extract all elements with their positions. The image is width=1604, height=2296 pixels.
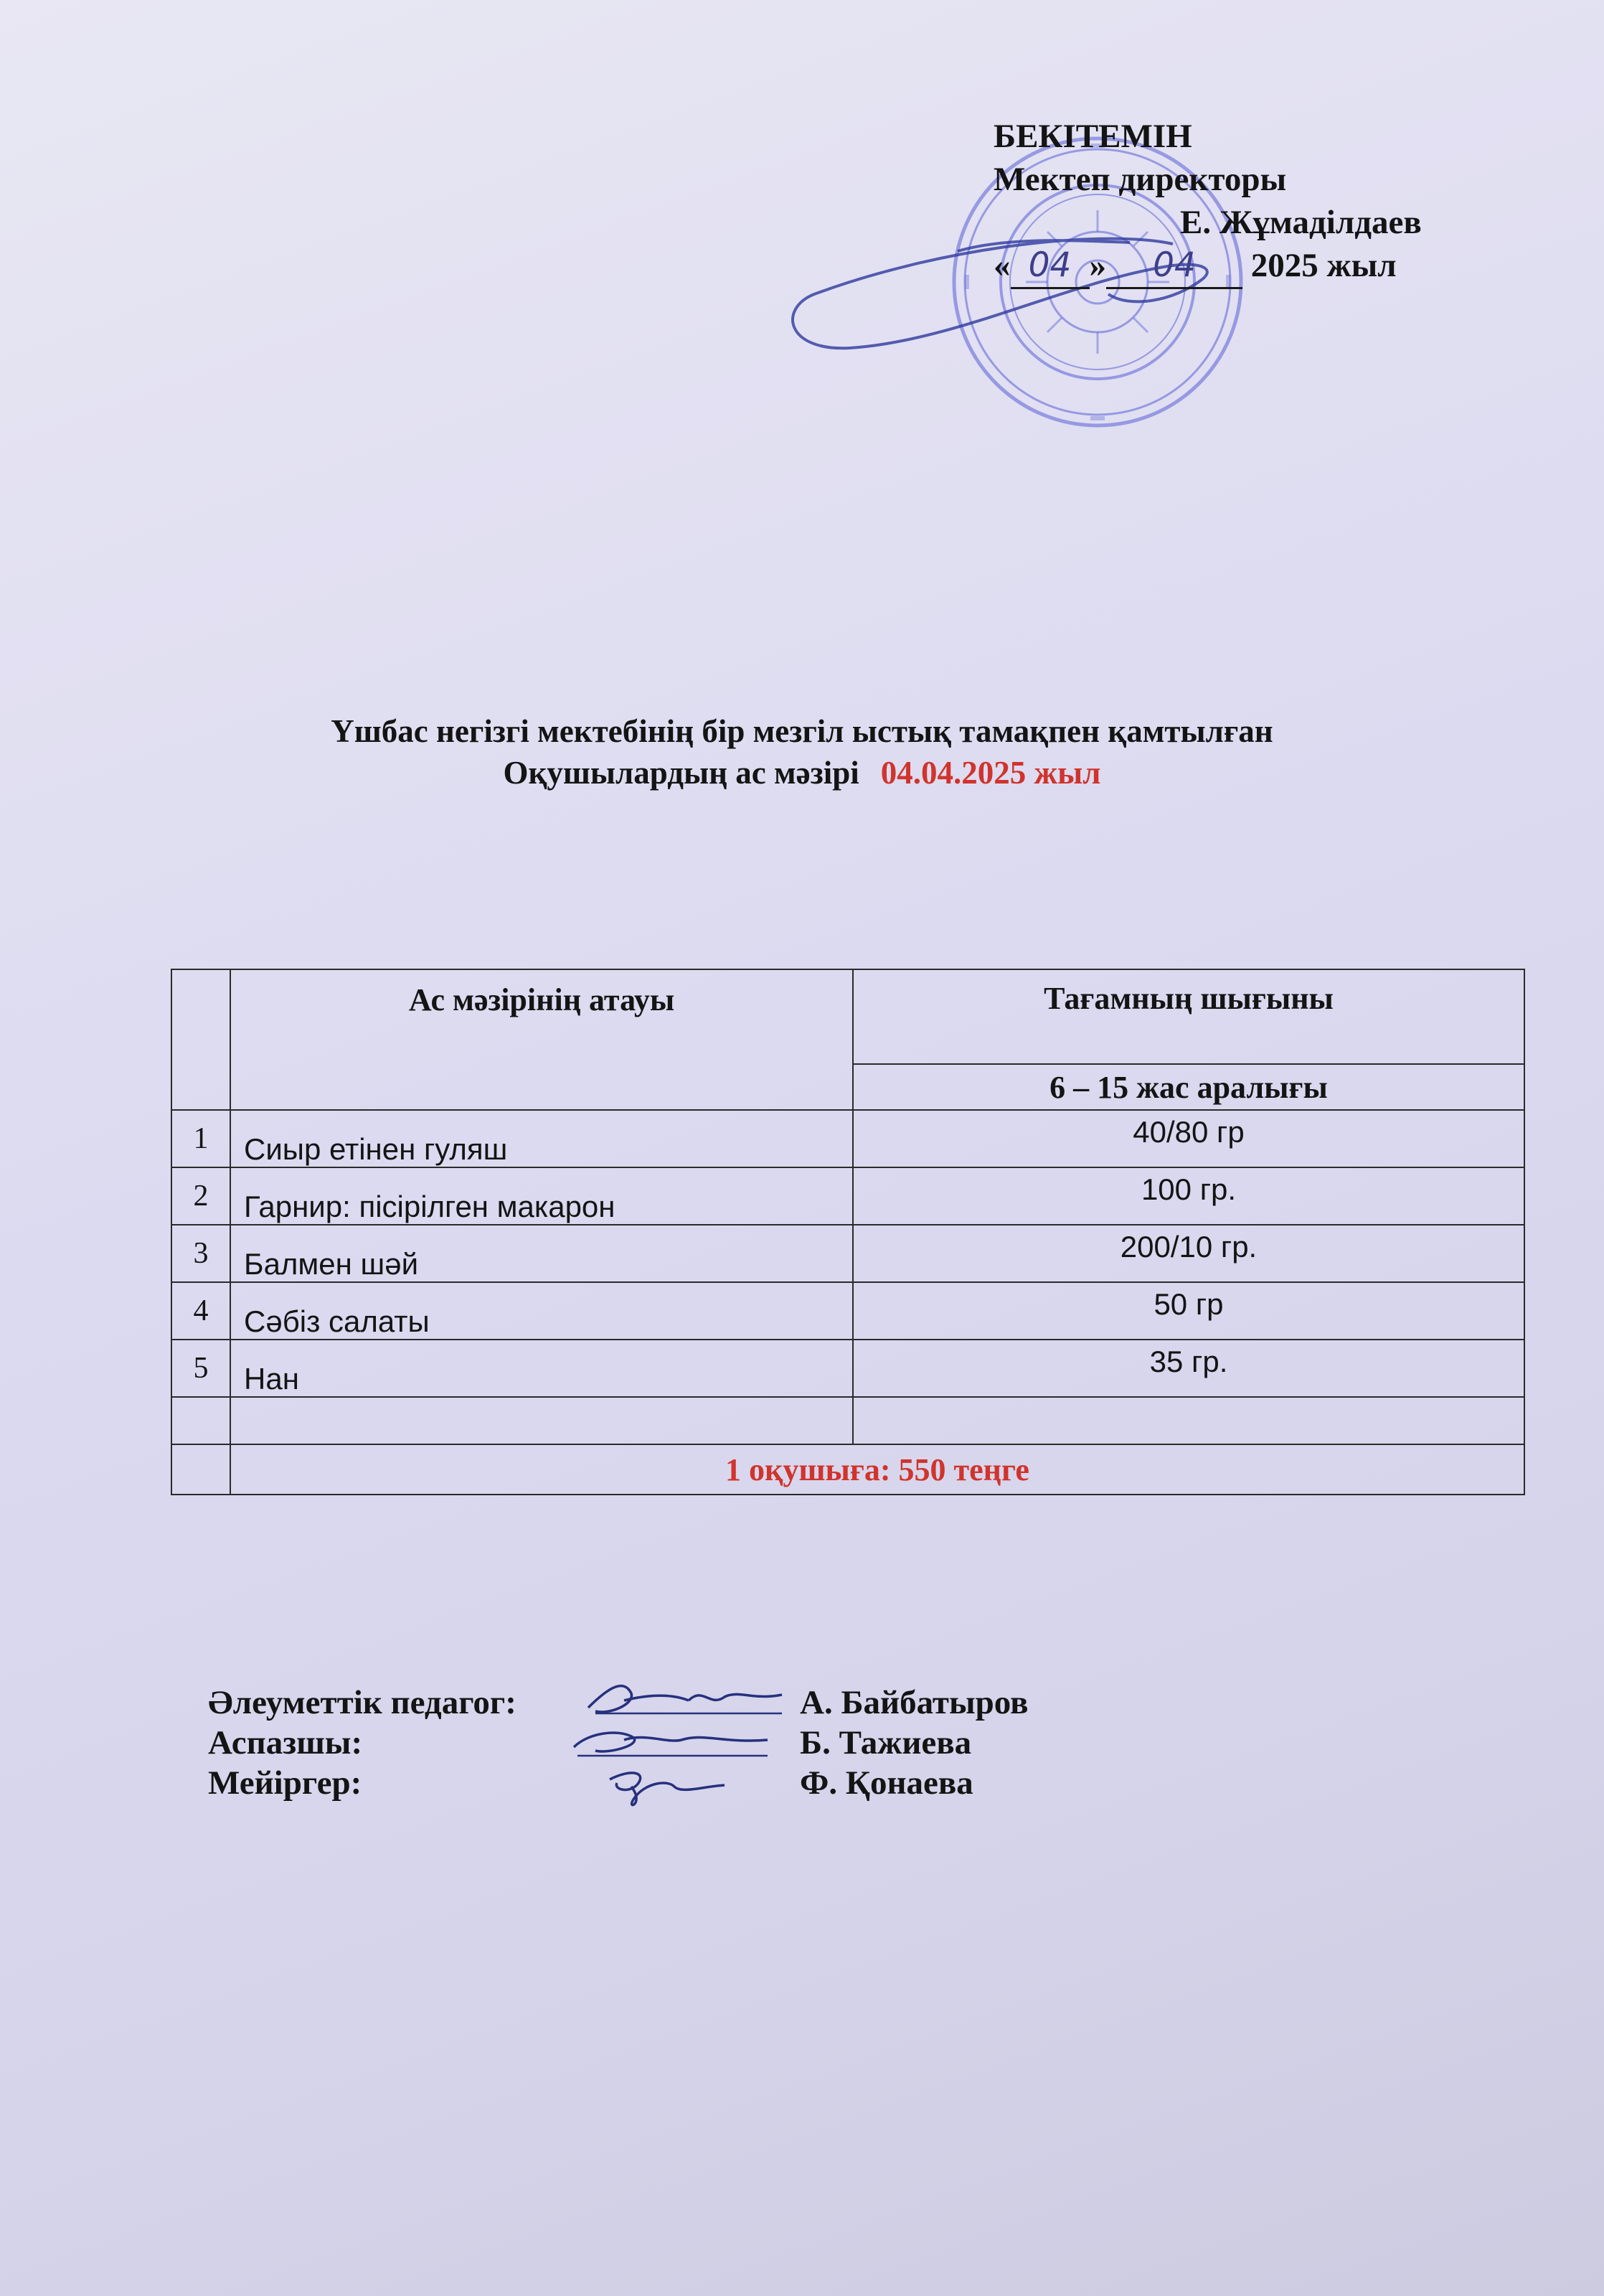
approval-position: Мектеп директоры xyxy=(994,161,1287,198)
row-number: 2 xyxy=(171,1167,230,1225)
social-pedagogue-signature xyxy=(581,1679,789,1722)
table-empty-row xyxy=(171,1397,1524,1444)
signer-role: Мейіргер: xyxy=(208,1764,362,1802)
signer-name: А. Байбатыров xyxy=(800,1684,1029,1721)
approval-date xyxy=(994,244,1422,289)
approval-block xyxy=(994,115,1422,289)
table-row xyxy=(171,1167,1524,1225)
approval-day: 04 xyxy=(1011,244,1090,289)
row-item: Нан xyxy=(230,1340,853,1397)
title-line-1: Үшбас негізгі мектебінің бір мезгіл ыстық тамақпен қамтылған xyxy=(331,713,1273,749)
row-quantity: 35 гр. xyxy=(853,1340,1524,1397)
table-row xyxy=(171,1110,1524,1167)
signer-role: Аспазшы: xyxy=(208,1724,363,1761)
approval-year: 2025 жыл xyxy=(1250,247,1397,284)
row-number: 4 xyxy=(171,1282,230,1340)
table-header-row xyxy=(171,969,1524,1064)
title-date: 04.04.2025 жыл xyxy=(880,755,1101,791)
header-number-cell xyxy=(171,969,230,1110)
signer-name: Ф. Қонаева xyxy=(800,1764,973,1802)
table-total-row xyxy=(171,1444,1524,1495)
signer-role: Әлеуметтік педагог: xyxy=(208,1684,516,1721)
row-item: Сиыр етінен гуляш xyxy=(230,1110,853,1167)
approval-heading: БЕКІТЕМІН xyxy=(994,118,1192,155)
row-item: Балмен шәй xyxy=(230,1225,853,1282)
row-quantity: 50 гр xyxy=(853,1282,1524,1340)
signer-name: Б. Тажиева xyxy=(800,1724,972,1761)
empty-cell xyxy=(171,1397,230,1444)
row-number: 3 xyxy=(171,1225,230,1282)
header-menu-name: Ас мәзірінің атауы xyxy=(230,969,853,1110)
title-menu-label: Оқушылардың ас мәзірі xyxy=(503,755,859,791)
row-quantity: 100 гр. xyxy=(853,1167,1524,1225)
empty-cell xyxy=(230,1397,853,1444)
row-item: Гарнир: пісірілген макарон xyxy=(230,1167,853,1225)
table-row xyxy=(171,1225,1524,1282)
approval-month: 04 xyxy=(1106,244,1242,289)
row-item: Сәбіз салаты xyxy=(230,1282,853,1340)
date-close-quote: » xyxy=(1089,247,1106,284)
nurse-signature xyxy=(603,1765,732,1815)
cook-signature xyxy=(567,1722,775,1765)
row-quantity: 200/10 гр. xyxy=(853,1225,1524,1282)
approval-director-name: Е. Жұмаділдаев xyxy=(1180,204,1422,241)
header-age-range: 6 – 15 жас аралығы xyxy=(853,1064,1524,1110)
row-number: 5 xyxy=(171,1340,230,1397)
row-number: 1 xyxy=(171,1110,230,1167)
total-number-cell xyxy=(171,1444,230,1495)
document-title xyxy=(0,710,1604,794)
table-row xyxy=(171,1340,1524,1397)
title-line-2 xyxy=(0,752,1604,794)
date-open-quote: « xyxy=(994,247,1011,284)
total-price: 1 оқушыға: 550 теңге xyxy=(230,1444,1524,1495)
row-quantity: 40/80 гр xyxy=(853,1110,1524,1167)
menu-table xyxy=(171,969,1525,1495)
header-food-cost: Тағамның шығыны xyxy=(853,969,1524,1064)
empty-cell xyxy=(853,1397,1524,1444)
table-row xyxy=(171,1282,1524,1340)
